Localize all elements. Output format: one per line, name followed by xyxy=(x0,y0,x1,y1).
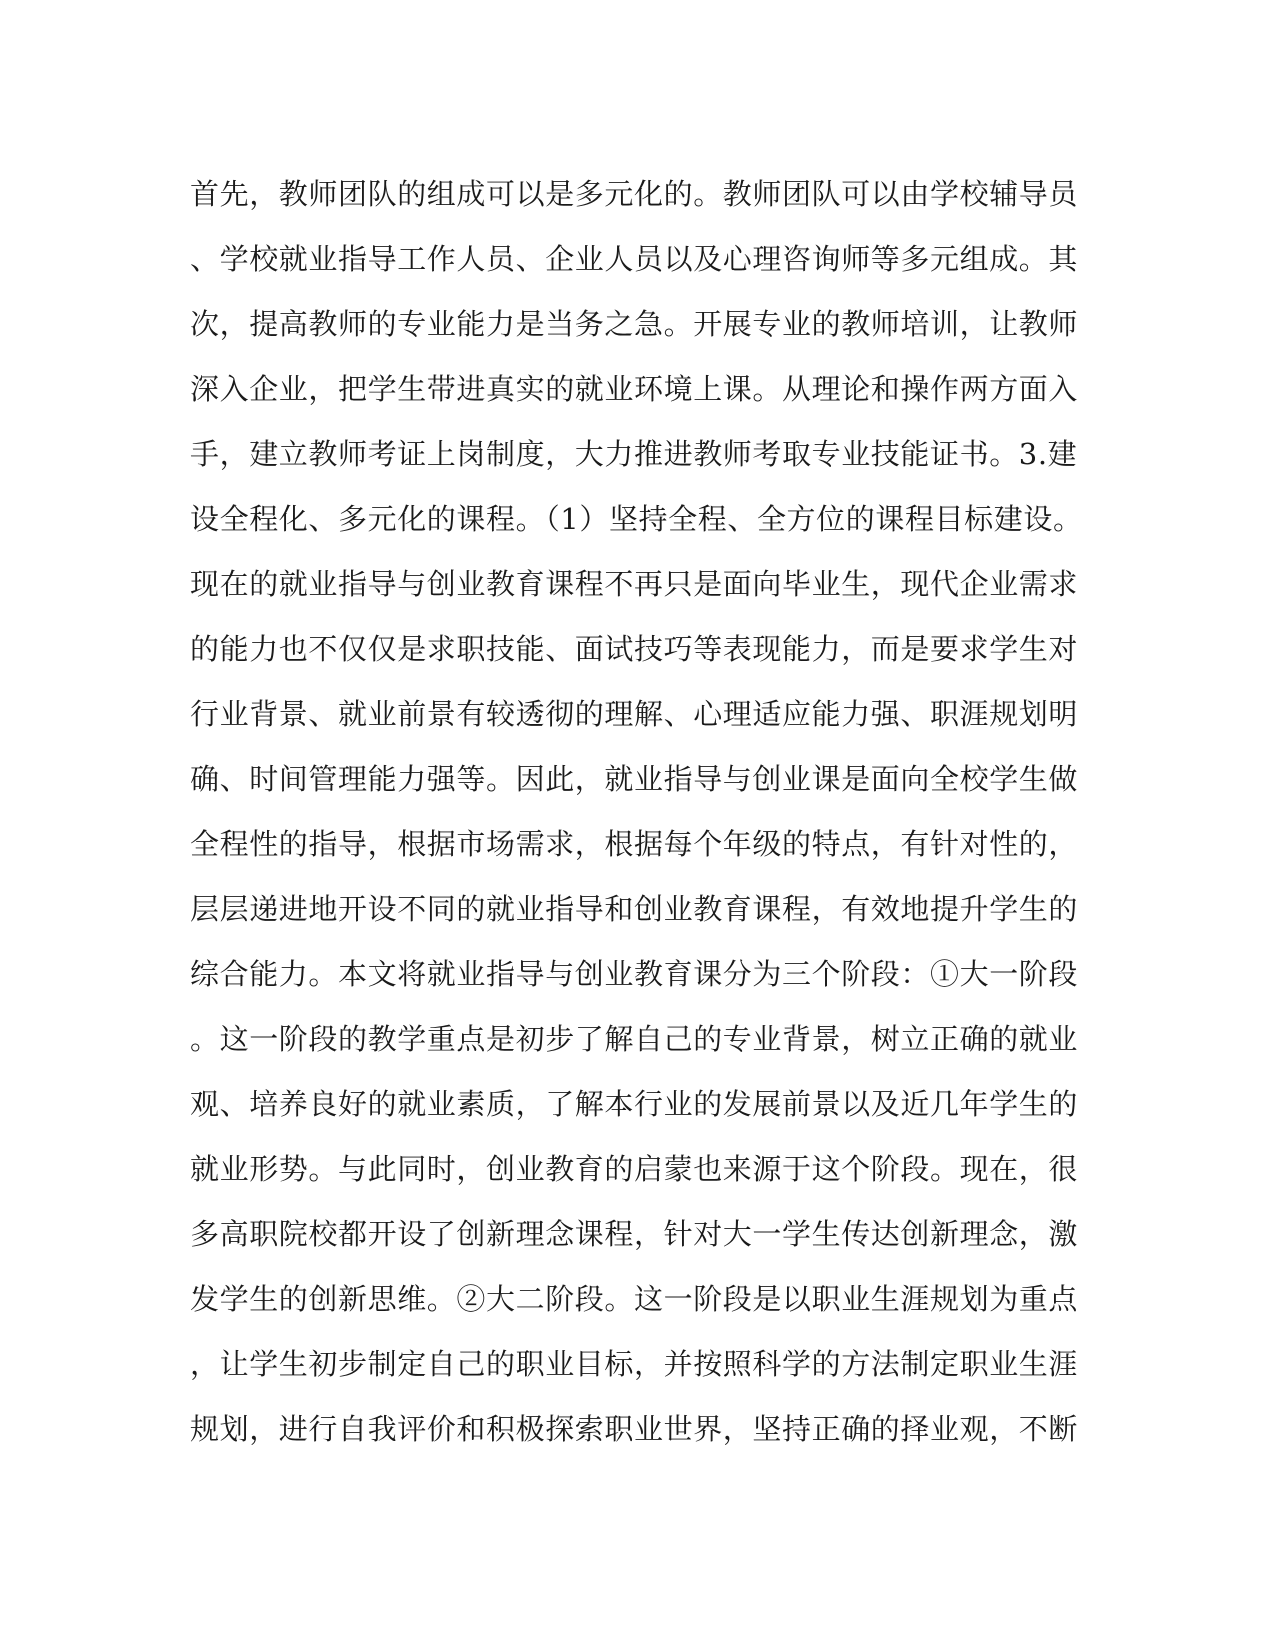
text-line: 深入企业，把学生带进真实的就业环境上课。从理论和操作两方面入 xyxy=(190,372,1079,406)
text-line: ，让学生初步制定自己的职业目标，并按照科学的方法制定职业生涯 xyxy=(190,1347,1079,1381)
text-line: 首先，教师团队的组成可以是多元化的。教师团队可以由学校辅导员 xyxy=(190,177,1079,211)
text-line: 手，建立教师考证上岗制度，大力推进教师考取专业技能证书。3.建 xyxy=(190,437,1078,471)
text-line: 发学生的创新思维。②大二阶段。这一阶段是以职业生涯规划为重点 xyxy=(190,1282,1079,1316)
text-line: 设全程化、多元化的课程。（1）坚持全程、全方位的课程目标建设。 xyxy=(190,502,1083,536)
text-line: 、学校就业指导工作人员、企业人员以及心理咨询师等多元组成。其 xyxy=(190,242,1079,276)
text-line: 行业背景、就业前景有较透彻的理解、心理适应能力强、职涯规划明 xyxy=(190,697,1079,731)
text-line: 层层递进地开设不同的就业指导和创业教育课程，有效地提升学生的 xyxy=(190,892,1079,926)
text-line: 。这一阶段的教学重点是初步了解自己的专业背景，树立正确的就业 xyxy=(190,1022,1079,1056)
text-line: 综合能力。本文将就业指导与创业教育课分为三个阶段：①大一阶段 xyxy=(190,957,1079,991)
text-line: 的能力也不仅仅是求职技能、面试技巧等表现能力，而是要求学生对 xyxy=(190,632,1079,666)
text-line: 次，提高教师的专业能力是当务之急。开展专业的教师培训，让教师 xyxy=(190,307,1079,341)
text-line: 规划，进行自我评价和积极探索职业世界，坚持正确的择业观，不断 xyxy=(190,1412,1079,1446)
text-line: 现在的就业指导与创业教育课程不再只是面向毕业生，现代企业需求 xyxy=(190,567,1079,601)
body-text xyxy=(190,162,1083,1462)
text-line: 观、培养良好的就业素质，了解本行业的发展前景以及近几年学生的 xyxy=(190,1087,1079,1121)
text-line: 就业形势。与此同时，创业教育的启蒙也来源于这个阶段。现在，很 xyxy=(190,1152,1079,1186)
text-line: 确、时间管理能力强等。因此，就业指导与创业课是面向全校学生做 xyxy=(190,762,1079,796)
text-line: 全程性的指导，根据市场需求，根据每个年级的特点，有针对性的， xyxy=(190,827,1079,861)
text-line: 多高职院校都开设了创新理念课程，针对大一学生传达创新理念，激 xyxy=(190,1217,1079,1251)
